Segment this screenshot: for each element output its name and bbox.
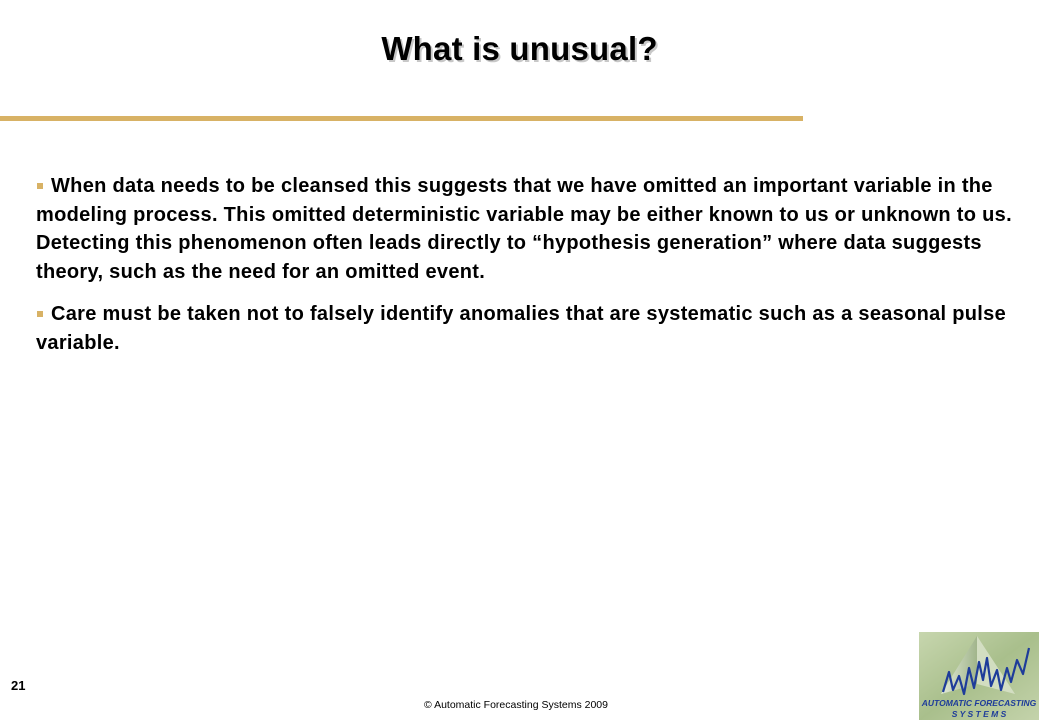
- logo-text-line2: S Y S T E M S: [951, 709, 1007, 719]
- slide-title: What is unusual?: [381, 30, 658, 67]
- bullet-square-icon: [37, 311, 43, 317]
- copyright-notice: © Automatic Forecasting Systems 2009: [424, 699, 608, 711]
- bullet-text: When data needs to be cleansed this suggests that we have omitted an important variable in the modeling process. This omitted deterministic variable may be either known to us or unknown to us. Detecting this phenomenon often leads directly to “hypothesis generation” where data suggests theory, such as the need for an omitted event.: [36, 175, 1012, 283]
- title-divider: [0, 116, 803, 121]
- slide-number: 21: [11, 678, 26, 693]
- bullet-item: [36, 300, 1021, 357]
- bullet-text: Care must be taken not to falsely identify anomalies that are systematic such as a seasonal pulse variable.: [36, 303, 1006, 354]
- company-logo: [919, 632, 1039, 720]
- bullet-square-icon: [37, 183, 43, 189]
- logo-text-line1: AUTOMATIC FORECASTING: [921, 698, 1037, 708]
- bullet-item: [36, 172, 1021, 286]
- bullet-list: [36, 172, 1021, 371]
